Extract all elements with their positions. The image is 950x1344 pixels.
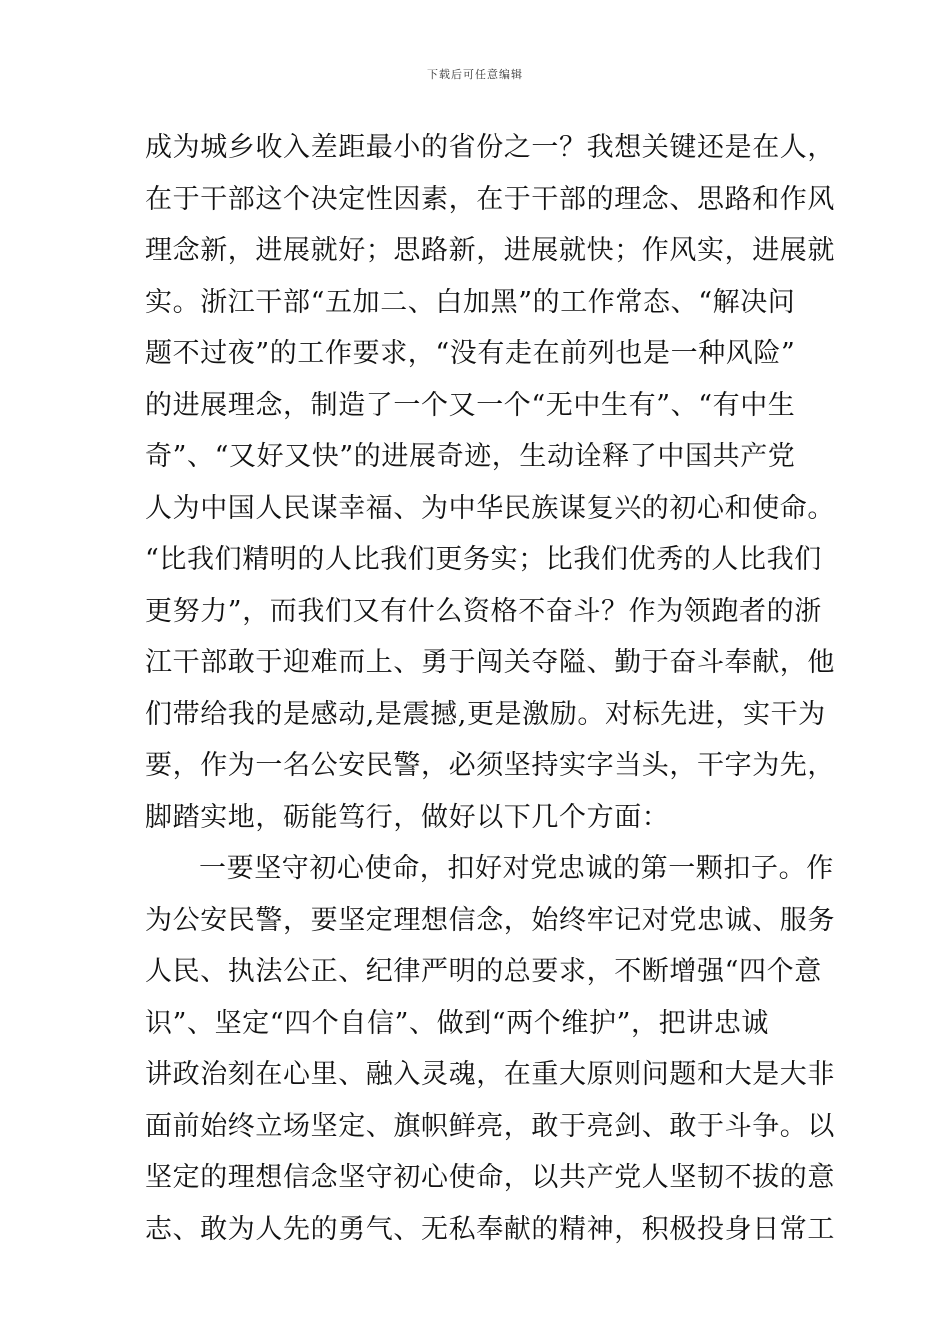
text-line: 更努力”，而我们又有什么资格不奋斗？作为领跑者的浙 xyxy=(145,595,822,627)
text-line: 志、敢为人先的勇气、无私奉献的精神，积极投身日常工 xyxy=(145,1213,835,1245)
text-line: 识”、坚定“四个自信”、做到“两个维护”，把讲忠诚 xyxy=(145,1007,770,1039)
paragraph-start-line: 一要坚守初心使命，扣好对党忠诚的第一颗扣子。作 xyxy=(199,853,834,884)
text-line: 面前始终立场坚定、旗帜鲜亮，敢于亮剑、敢于斗争。以 xyxy=(145,1110,835,1142)
text-line: 脚踏实地，砺能笃行，做好以下几个方面： xyxy=(145,801,670,833)
text-line: 实。浙江干部“五加二、白加黑”的工作常态、“解决问 xyxy=(145,286,796,318)
text-line: 坚定的理想信念坚守初心使命，以共产党人坚韧不拔的意 xyxy=(145,1162,835,1193)
text-line: “比我们精明的人比我们更务实；比我们优秀的人比我们 xyxy=(145,544,822,575)
text-line: 奇”、“又好又快”的进展奇迹，生动诠释了中国共产党 xyxy=(145,441,796,472)
text-line: 题不过夜”的工作要求，“没有走在前列也是一种风险” xyxy=(145,338,796,369)
text-line: 们带给我的是感动,是震撼,更是激励。对标先进，实干为 xyxy=(145,698,826,730)
text-line: 成为城乡收入差距最小的省份之一？我想关键还是在人， xyxy=(145,132,835,163)
text-line: 人民、执法公正、纪律严明的总要求，不断增强“四个意 xyxy=(145,956,822,987)
text-line: 要，作为一名公安民警，必须坚持实字当头，干字为先， xyxy=(145,750,835,781)
text-line: 江干部敢于迎难而上、勇于闯关夺隘、勤于奋斗奉献，他 xyxy=(145,647,835,678)
text-line: 为公安民警，要坚定理想信念，始终牢记对党忠诚、服务 xyxy=(145,904,835,936)
text-line: 在于干部这个决定性因素，在于干部的理念、思路和作风 xyxy=(145,183,835,215)
text-line: 理念新，进展就好；思路新，进展就快；作风实，进展就 xyxy=(145,235,835,266)
text-line: 的进展理念，制造了一个又一个“无中生有”、“有中生 xyxy=(145,389,796,421)
text-line: 人为中国人民谋幸福、为中华民族谋复兴的初心和使命。 xyxy=(145,492,835,524)
text-line: 讲政治刻在心里、融入灵魂，在重大原则问题和大是大非 xyxy=(145,1059,835,1090)
document-body xyxy=(145,122,835,1255)
page-header: 下载后可任意编辑 xyxy=(427,68,523,81)
